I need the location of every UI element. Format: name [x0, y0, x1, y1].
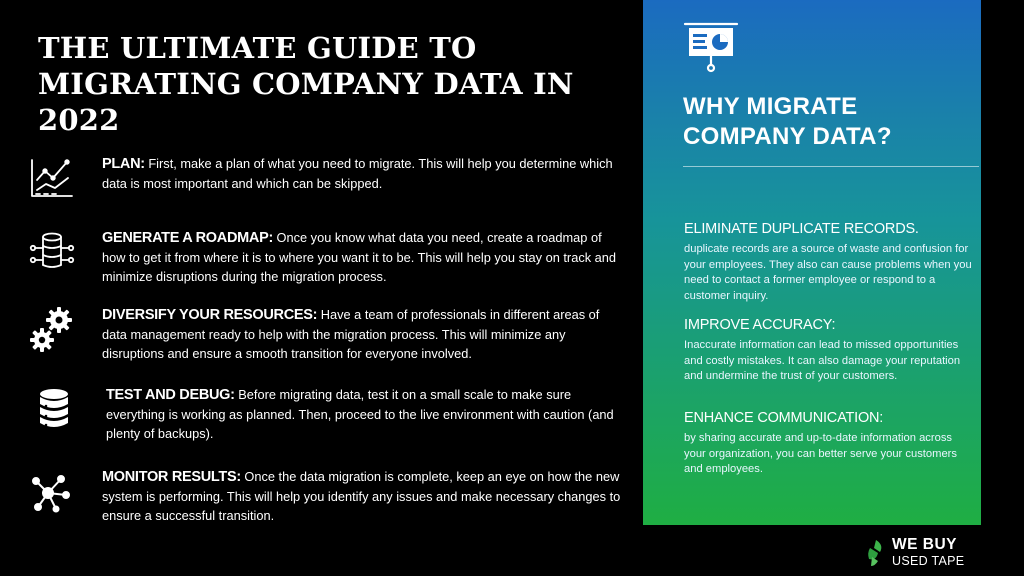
reason-communication-heading: ENHANCE COMMUNICATION: [684, 410, 884, 426]
step-diversify-heading: DIVERSIFY YOUR RESOURCES: [102, 307, 318, 323]
step-roadmap-body: Once you know what data you need, create a roadmap of how to get it from where it is to where you want it to be. This will help you stay on track and minimize disruptions during the migration process. [102, 230, 617, 284]
presentation-board-icon [683, 20, 739, 74]
reason-accuracy [684, 316, 976, 385]
network-hub-icon [28, 467, 76, 515]
step-roadmap [28, 228, 628, 298]
step-roadmap-heading: GENERATE A ROADMAP: [102, 230, 273, 246]
page-title [38, 30, 628, 138]
step-test-text [106, 385, 626, 443]
step-monitor-body: Once the data migration is complete, keep an eye on how the new system is performing. This will help you identify any issues and make necessary changes to ensure a successful transition. [102, 469, 621, 523]
step-test-heading: TEST AND DEBUG: [106, 387, 235, 403]
reason-accuracy-heading: IMPROVE ACCURACY: [684, 317, 836, 333]
reason-duplicates-heading: ELIMINATE DUPLICATE RECORDS. [684, 221, 919, 237]
gears-icon [28, 305, 76, 353]
leaf-logo-icon [866, 539, 884, 567]
step-test-body: Before migrating data, test it on a small scale to make sure everything is working as planned. Then, proceed to the live environment with caution (and plenty of backups). [106, 387, 614, 441]
step-monitor-heading: MONITOR RESULTS: [102, 469, 241, 485]
logo-line-1: WE BUY [892, 536, 957, 553]
logo-line-2: USED TAPE [892, 554, 965, 568]
database-network-icon [28, 228, 76, 276]
step-monitor [28, 467, 628, 537]
step-diversify-text [102, 305, 622, 363]
step-diversify [28, 305, 628, 375]
reason-communication-body: by sharing accurate and up-to-date information across your organization, you can better serve your customers and employees. [684, 432, 957, 476]
panel-heading [683, 92, 963, 152]
step-plan-body: First, make a plan of what you need to migrate. This will help you determine which data is most important and which can be skipped. [102, 156, 613, 191]
step-plan [28, 154, 628, 224]
title-line-1: THE ULTIMATE GUIDE TO [38, 31, 477, 65]
step-plan-text [102, 154, 622, 193]
database-icon [34, 385, 82, 433]
we-buy-used-tape-logo [866, 536, 976, 570]
step-roadmap-text [102, 228, 622, 286]
reason-communication [684, 409, 976, 478]
reason-duplicates-body: duplicate records are a source of waste and confusion for your employees. They also can cause problems when you need to contact a former employee or respond to a customer inquiry. [684, 243, 972, 302]
title-line-2: MIGRATING COMPANY DATA IN 2022 [38, 67, 574, 137]
step-diversify-body: Have a team of professionals in different areas of data management ready to help with the migration process. This will minimize any disruptions and ensure a smooth transition for everyone involved. [102, 307, 600, 361]
step-monitor-text [102, 467, 622, 525]
reason-accuracy-body: Inaccurate information can lead to missed opportunities and costly mistakes. It can also damage your reputation and undermine the trust of your customers. [684, 339, 961, 383]
panel-divider [683, 166, 979, 167]
line-chart-icon [28, 154, 76, 202]
panel-heading-line-2: COMPANY DATA? [683, 123, 892, 150]
why-migrate-panel [643, 0, 981, 525]
panel-heading-line-1: WHY MIGRATE [683, 93, 858, 120]
step-plan-heading: PLAN: [102, 156, 145, 172]
reason-duplicates [684, 220, 976, 304]
step-test [28, 385, 628, 455]
